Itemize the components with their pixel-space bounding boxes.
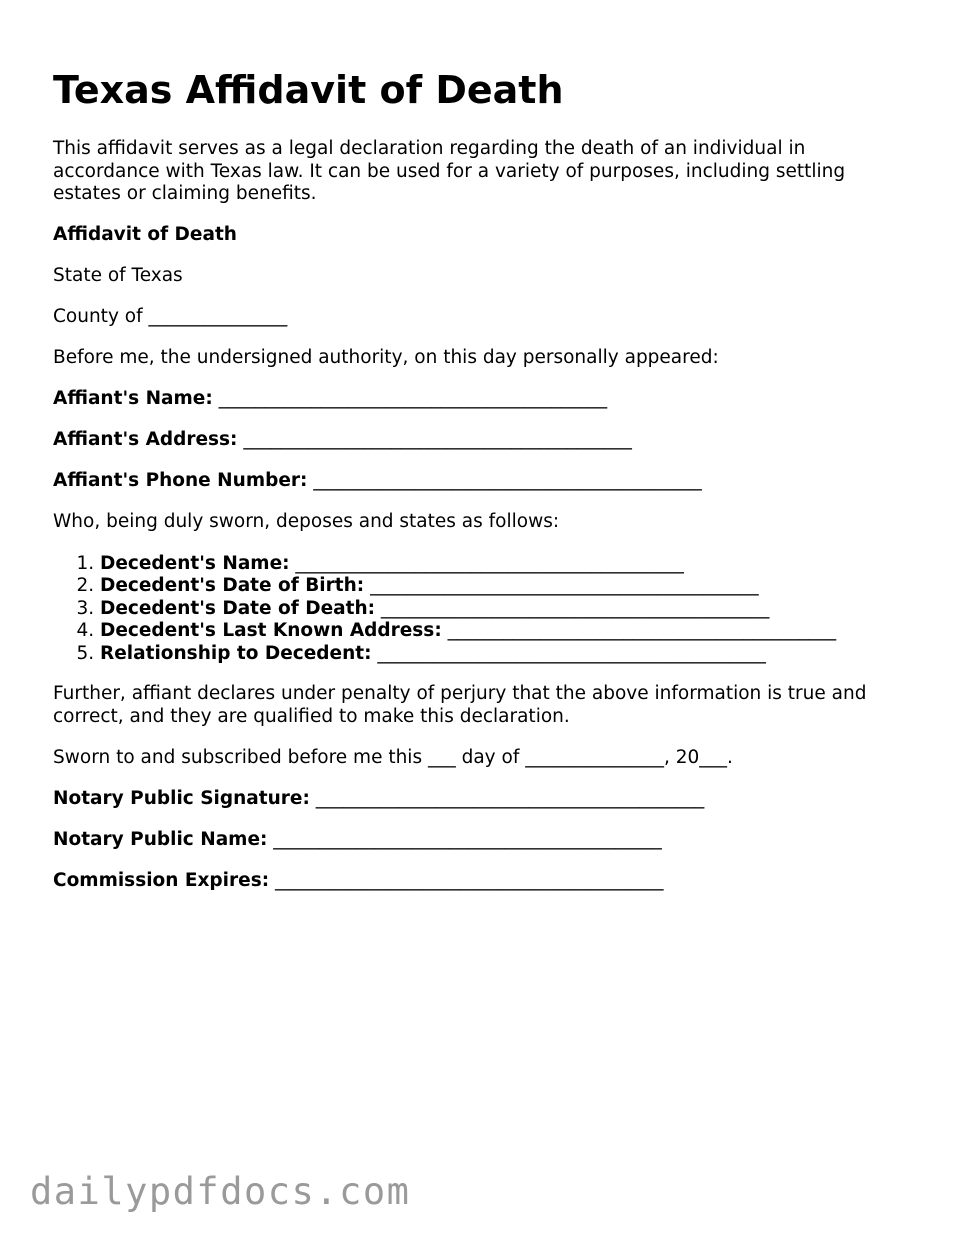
decedent-birth-blank: __________________________________________ xyxy=(370,575,759,597)
state-line: State of Texas xyxy=(53,265,183,286)
intro-paragraph: This affidavit serves as a legal declaration regarding the death of an individual in accordance with Texas law. It can be used for a variety of purposes, including settling estates or claiming benefits. xyxy=(53,138,846,204)
affiant-address-field xyxy=(53,429,632,452)
decedent-name-item xyxy=(100,553,836,575)
relationship-label: Relationship to Decedent: xyxy=(100,642,372,664)
appearance-line: Before me, the undersigned authority, on this day personally appeared: xyxy=(53,347,719,368)
affidavit-heading: Affidavit of Death xyxy=(53,224,237,245)
decedent-name-label: Decedent's Name: xyxy=(100,553,290,574)
affiant-phone-label: Affiant's Phone Number: xyxy=(53,470,308,491)
affiant-phone-field xyxy=(53,470,702,493)
commission-expires-field xyxy=(53,870,664,893)
relationship-blank: __________________________________________ xyxy=(377,642,766,664)
commission-expires-blank: __________________________________________ xyxy=(275,870,664,891)
sworn-line: Who, being duly sworn, deposes and states as follows: xyxy=(53,511,560,532)
decedent-death-label: Decedent's Date of Death: xyxy=(100,597,376,619)
site-watermark: dailypdfdocs.com xyxy=(30,1170,411,1213)
decedent-birth-label: Decedent's Date of Birth: xyxy=(100,575,365,597)
decedent-address-label: Decedent's Last Known Address: xyxy=(100,620,442,642)
declaration-paragraph: Further, affiant declares under penalty of perjury that the above information is true and correct, and they are qualified to make this declaration. xyxy=(53,683,867,727)
decedent-birth-item xyxy=(100,575,836,597)
affiant-address-label: Affiant's Address: xyxy=(53,429,238,450)
notary-name-field xyxy=(53,829,662,852)
decedent-address-blank: __________________________________________ xyxy=(447,620,837,642)
document-title: Texas Affidavit of Death xyxy=(53,68,564,112)
affiant-name-label: Affiant's Name: xyxy=(53,388,213,409)
affiant-phone-blank: __________________________________________ xyxy=(313,470,702,491)
affiant-name-blank: __________________________________________ xyxy=(218,388,608,409)
affiant-name-field xyxy=(53,388,607,411)
decedent-address-item xyxy=(100,620,836,642)
affiant-address-blank: __________________________________________ xyxy=(243,429,632,450)
subscribed-line: Sworn to and subscribed before me this ___ day of _______________, 20___. xyxy=(53,747,733,768)
notary-signature-blank: __________________________________________ xyxy=(315,788,705,809)
notary-name-label: Notary Public Name: xyxy=(53,829,268,850)
commission-expires-label: Commission Expires: xyxy=(53,870,270,891)
county-line: County of _______________ xyxy=(53,306,288,327)
decedent-name-blank: __________________________________________ xyxy=(295,553,684,574)
notary-signature-label: Notary Public Signature: xyxy=(53,788,310,809)
notary-name-blank: __________________________________________ xyxy=(273,829,662,850)
relationship-item xyxy=(100,643,836,665)
decedent-death-blank: __________________________________________ xyxy=(380,597,770,619)
decedent-list xyxy=(53,553,836,665)
decedent-death-item xyxy=(100,598,836,620)
notary-signature-field xyxy=(53,788,704,811)
